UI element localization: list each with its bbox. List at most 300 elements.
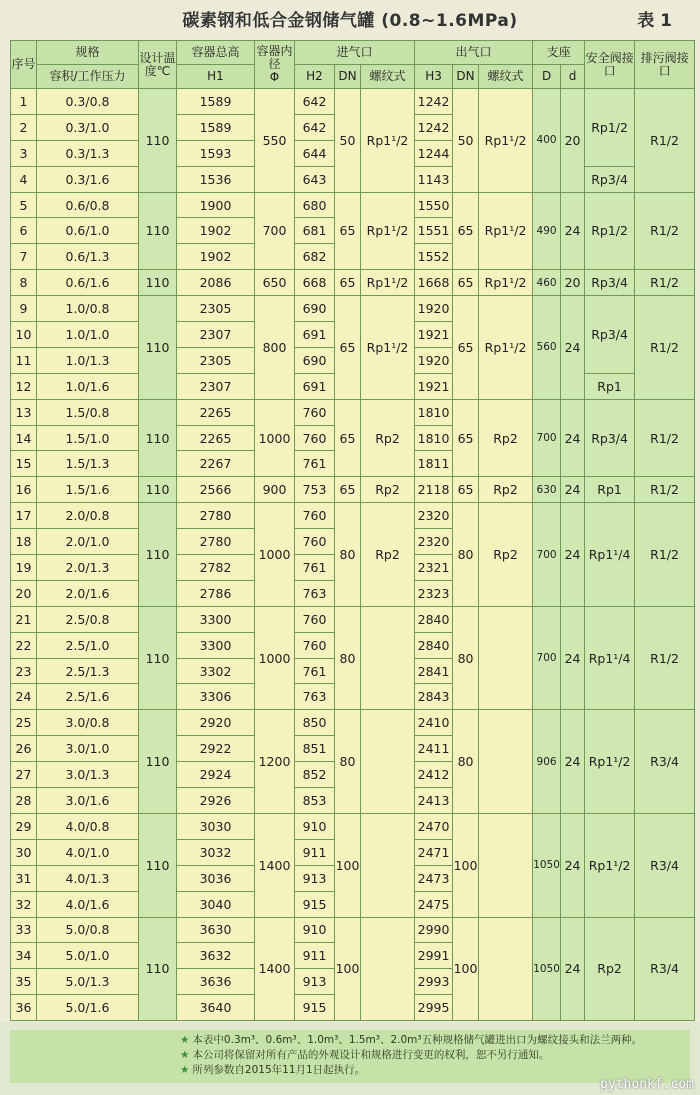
cell-h2: 761 bbox=[295, 451, 335, 477]
note-text: 本公司将保留对所有产品的外观设计和规格进行变更的权利，恕不另行通知。 bbox=[192, 1049, 550, 1061]
cell-seq: 32 bbox=[11, 891, 37, 917]
cell-diameter: 1000 bbox=[255, 503, 295, 607]
header-outlet-thread: 螺纹式 bbox=[479, 65, 533, 89]
header-outlet: 出气口 bbox=[415, 41, 533, 65]
cell-height: 3632 bbox=[177, 943, 255, 969]
cell-inlet-thread: Rp2 bbox=[361, 399, 415, 477]
cell-temp: 110 bbox=[139, 270, 177, 296]
cell-h2: 681 bbox=[295, 218, 335, 244]
cell-support-D: 700 bbox=[533, 606, 561, 710]
cell-spec: 1.5/0.8 bbox=[37, 399, 139, 425]
cell-h2: 760 bbox=[295, 529, 335, 555]
star-icon: ★ bbox=[180, 1064, 190, 1076]
cell-support-d: 24 bbox=[561, 606, 585, 710]
cell-seq: 33 bbox=[11, 917, 37, 943]
cell-safety: Rp1/2 bbox=[585, 192, 635, 270]
spec-table-body bbox=[11, 89, 695, 1021]
header-h2: H2 bbox=[295, 65, 335, 89]
cell-inlet-dn: 65 bbox=[335, 270, 361, 296]
note-text: 所列参数自2015年11月1日起执行。 bbox=[192, 1064, 366, 1076]
cell-seq: 2 bbox=[11, 114, 37, 140]
cell-h2: 760 bbox=[295, 606, 335, 632]
header-drain: 排污阀接口 bbox=[635, 41, 695, 89]
cell-temp: 110 bbox=[139, 606, 177, 710]
cell-h3: 2321 bbox=[415, 555, 453, 581]
cell-diameter: 1000 bbox=[255, 606, 295, 710]
cell-outlet-dn: 100 bbox=[453, 813, 479, 917]
cell-spec: 0.6/0.8 bbox=[37, 192, 139, 218]
cell-spec: 1.0/1.3 bbox=[37, 347, 139, 373]
star-icon: ★ bbox=[180, 1034, 190, 1046]
cell-outlet-dn: 65 bbox=[453, 399, 479, 477]
cell-seq: 3 bbox=[11, 140, 37, 166]
cell-safety: Rp2 bbox=[585, 917, 635, 1021]
cell-seq: 13 bbox=[11, 399, 37, 425]
cell-inlet-thread: Rp2 bbox=[361, 503, 415, 607]
cell-h3: 1242 bbox=[415, 114, 453, 140]
cell-height: 3302 bbox=[177, 658, 255, 684]
cell-spec: 2.5/1.3 bbox=[37, 658, 139, 684]
cell-height: 1902 bbox=[177, 244, 255, 270]
header-outlet-dn: DN bbox=[453, 65, 479, 89]
cell-h3: 2840 bbox=[415, 606, 453, 632]
cell-seq: 6 bbox=[11, 218, 37, 244]
table-row bbox=[11, 917, 695, 943]
header-height-sub: H1 bbox=[177, 65, 255, 89]
header-diameter-symbol: Φ bbox=[269, 70, 280, 84]
cell-spec: 1.0/1.6 bbox=[37, 373, 139, 399]
cell-drain: R3/4 bbox=[635, 813, 695, 917]
cell-spec: 1.0/0.8 bbox=[37, 296, 139, 322]
cell-diameter: 1400 bbox=[255, 813, 295, 917]
cell-height: 3636 bbox=[177, 969, 255, 995]
header-height: 容器总高 bbox=[177, 41, 255, 65]
cell-h2: 642 bbox=[295, 89, 335, 115]
cell-support-D: 630 bbox=[533, 477, 561, 503]
table-row bbox=[11, 399, 695, 425]
cell-drain: R3/4 bbox=[635, 917, 695, 1021]
cell-support-d: 24 bbox=[561, 503, 585, 607]
cell-height: 3300 bbox=[177, 606, 255, 632]
cell-height: 3030 bbox=[177, 813, 255, 839]
cell-drain: R1/2 bbox=[635, 503, 695, 607]
cell-height: 2086 bbox=[177, 270, 255, 296]
cell-safety: Rp1¹/2 bbox=[585, 813, 635, 917]
cell-support-D: 560 bbox=[533, 296, 561, 400]
cell-inlet-dn: 65 bbox=[335, 477, 361, 503]
cell-safety: Rp1 bbox=[585, 373, 635, 399]
cell-outlet-thread bbox=[479, 813, 533, 917]
cell-support-d: 24 bbox=[561, 917, 585, 1021]
cell-h2: 690 bbox=[295, 347, 335, 373]
note-line bbox=[180, 1063, 682, 1078]
cell-h2: 763 bbox=[295, 684, 335, 710]
cell-inlet-thread bbox=[361, 813, 415, 917]
header-spec-sub: 容积/工作压力 bbox=[37, 65, 139, 89]
cell-h3: 1810 bbox=[415, 425, 453, 451]
cell-h2: 761 bbox=[295, 555, 335, 581]
cell-seq: 29 bbox=[11, 813, 37, 839]
cell-outlet-dn: 65 bbox=[453, 296, 479, 400]
notes-box bbox=[10, 1030, 690, 1083]
cell-seq: 9 bbox=[11, 296, 37, 322]
cell-inlet-thread: Rp1¹/2 bbox=[361, 89, 415, 193]
cell-inlet-dn: 50 bbox=[335, 89, 361, 193]
cell-seq: 24 bbox=[11, 684, 37, 710]
header-h3: H3 bbox=[415, 65, 453, 89]
cell-height: 1900 bbox=[177, 192, 255, 218]
cell-height: 3300 bbox=[177, 632, 255, 658]
cell-h2: 853 bbox=[295, 788, 335, 814]
cell-height: 2265 bbox=[177, 399, 255, 425]
header-support-d: d bbox=[561, 65, 585, 89]
cell-h2: 753 bbox=[295, 477, 335, 503]
cell-h2: 643 bbox=[295, 166, 335, 192]
cell-support-d: 20 bbox=[561, 270, 585, 296]
cell-inlet-dn: 65 bbox=[335, 399, 361, 477]
header-inlet: 进气口 bbox=[295, 41, 415, 65]
cell-outlet-dn: 100 bbox=[453, 917, 479, 1021]
cell-height: 2307 bbox=[177, 322, 255, 348]
cell-seq: 19 bbox=[11, 555, 37, 581]
cell-support-D: 700 bbox=[533, 399, 561, 477]
table-row bbox=[11, 710, 695, 736]
cell-spec: 2.0/1.6 bbox=[37, 580, 139, 606]
cell-temp: 110 bbox=[139, 296, 177, 400]
cell-spec: 5.0/0.8 bbox=[37, 917, 139, 943]
cell-h3: 1921 bbox=[415, 322, 453, 348]
cell-inlet-dn: 100 bbox=[335, 813, 361, 917]
table-row bbox=[11, 89, 695, 115]
cell-safety: Rp3/4 bbox=[585, 296, 635, 374]
cell-spec: 2.5/1.6 bbox=[37, 684, 139, 710]
cell-seq: 27 bbox=[11, 762, 37, 788]
table-row bbox=[11, 296, 695, 322]
cell-spec: 3.0/1.6 bbox=[37, 788, 139, 814]
cell-outlet-thread: Rp1¹/2 bbox=[479, 192, 533, 270]
cell-temp: 110 bbox=[139, 399, 177, 477]
cell-spec: 5.0/1.6 bbox=[37, 995, 139, 1021]
watermark: pythonkf.com bbox=[600, 1077, 694, 1092]
cell-h3: 1244 bbox=[415, 140, 453, 166]
cell-h3: 2993 bbox=[415, 969, 453, 995]
cell-spec: 2.5/0.8 bbox=[37, 606, 139, 632]
cell-height: 2926 bbox=[177, 788, 255, 814]
cell-outlet-dn: 80 bbox=[453, 503, 479, 607]
cell-outlet-thread bbox=[479, 606, 533, 710]
cell-h3: 1143 bbox=[415, 166, 453, 192]
cell-inlet-dn: 80 bbox=[335, 606, 361, 710]
cell-support-D: 1050 bbox=[533, 917, 561, 1021]
cell-height: 2920 bbox=[177, 710, 255, 736]
cell-seq: 14 bbox=[11, 425, 37, 451]
cell-spec: 0.3/1.0 bbox=[37, 114, 139, 140]
cell-outlet-dn: 50 bbox=[453, 89, 479, 193]
cell-outlet-thread: Rp1¹/2 bbox=[479, 296, 533, 400]
cell-support-D: 460 bbox=[533, 270, 561, 296]
cell-h2: 668 bbox=[295, 270, 335, 296]
cell-temp: 110 bbox=[139, 477, 177, 503]
cell-inlet-dn: 65 bbox=[335, 192, 361, 270]
cell-inlet-dn: 80 bbox=[335, 503, 361, 607]
cell-h3: 2840 bbox=[415, 632, 453, 658]
cell-h2: 690 bbox=[295, 296, 335, 322]
cell-drain: R1/2 bbox=[635, 399, 695, 477]
header-diameter-label: 容器内径 bbox=[256, 44, 293, 71]
cell-seq: 8 bbox=[11, 270, 37, 296]
cell-safety: Rp1/2 bbox=[585, 89, 635, 167]
cell-h2: 915 bbox=[295, 995, 335, 1021]
cell-outlet-dn: 80 bbox=[453, 710, 479, 814]
cell-seq: 1 bbox=[11, 89, 37, 115]
cell-height: 2265 bbox=[177, 425, 255, 451]
cell-h3: 1668 bbox=[415, 270, 453, 296]
cell-drain: R1/2 bbox=[635, 192, 695, 270]
cell-height: 2305 bbox=[177, 296, 255, 322]
cell-h2: 911 bbox=[295, 839, 335, 865]
cell-diameter: 650 bbox=[255, 270, 295, 296]
table-row bbox=[11, 503, 695, 529]
cell-spec: 0.3/1.3 bbox=[37, 140, 139, 166]
cell-support-d: 24 bbox=[561, 710, 585, 814]
cell-spec: 3.0/0.8 bbox=[37, 710, 139, 736]
cell-diameter: 1200 bbox=[255, 710, 295, 814]
cell-seq: 22 bbox=[11, 632, 37, 658]
cell-h3: 1551 bbox=[415, 218, 453, 244]
cell-spec: 4.0/0.8 bbox=[37, 813, 139, 839]
cell-outlet-thread: Rp2 bbox=[479, 399, 533, 477]
cell-height: 2307 bbox=[177, 373, 255, 399]
cell-spec: 1.5/1.6 bbox=[37, 477, 139, 503]
cell-h2: 760 bbox=[295, 503, 335, 529]
header-support-D: D bbox=[533, 65, 561, 89]
cell-h3: 2475 bbox=[415, 891, 453, 917]
cell-support-d: 24 bbox=[561, 477, 585, 503]
cell-inlet-thread bbox=[361, 710, 415, 814]
cell-seq: 15 bbox=[11, 451, 37, 477]
cell-h3: 2320 bbox=[415, 529, 453, 555]
cell-inlet-dn: 100 bbox=[335, 917, 361, 1021]
cell-outlet-thread bbox=[479, 917, 533, 1021]
cell-height: 1902 bbox=[177, 218, 255, 244]
cell-inlet-thread bbox=[361, 917, 415, 1021]
note-line bbox=[180, 1048, 682, 1063]
cell-spec: 4.0/1.3 bbox=[37, 865, 139, 891]
cell-seq: 16 bbox=[11, 477, 37, 503]
cell-seq: 34 bbox=[11, 943, 37, 969]
cell-height: 3630 bbox=[177, 917, 255, 943]
cell-height: 2782 bbox=[177, 555, 255, 581]
cell-inlet-dn: 80 bbox=[335, 710, 361, 814]
header-temp: 设计温度℃ bbox=[139, 41, 177, 89]
cell-h2: 913 bbox=[295, 969, 335, 995]
cell-h3: 1550 bbox=[415, 192, 453, 218]
header-support: 支座 bbox=[533, 41, 585, 65]
cell-height: 3306 bbox=[177, 684, 255, 710]
cell-safety: Rp1 bbox=[585, 477, 635, 503]
cell-seq: 23 bbox=[11, 658, 37, 684]
cell-spec: 3.0/1.3 bbox=[37, 762, 139, 788]
cell-h2: 760 bbox=[295, 632, 335, 658]
cell-support-d: 24 bbox=[561, 192, 585, 270]
cell-support-d: 20 bbox=[561, 89, 585, 193]
cell-diameter: 1000 bbox=[255, 399, 295, 477]
cell-h3: 1921 bbox=[415, 373, 453, 399]
cell-temp: 110 bbox=[139, 192, 177, 270]
cell-seq: 10 bbox=[11, 322, 37, 348]
cell-h3: 1920 bbox=[415, 296, 453, 322]
cell-outlet-dn: 80 bbox=[453, 606, 479, 710]
cell-h2: 851 bbox=[295, 736, 335, 762]
cell-seq: 11 bbox=[11, 347, 37, 373]
cell-height: 2305 bbox=[177, 347, 255, 373]
cell-seq: 20 bbox=[11, 580, 37, 606]
cell-temp: 110 bbox=[139, 917, 177, 1021]
cell-h2: 850 bbox=[295, 710, 335, 736]
cell-spec: 0.6/1.6 bbox=[37, 270, 139, 296]
cell-spec: 2.0/1.3 bbox=[37, 555, 139, 581]
cell-spec: 5.0/1.0 bbox=[37, 943, 139, 969]
cell-spec: 0.3/0.8 bbox=[37, 89, 139, 115]
cell-support-d: 24 bbox=[561, 813, 585, 917]
header-diameter bbox=[255, 41, 295, 89]
cell-support-d: 24 bbox=[561, 296, 585, 400]
cell-h3: 2320 bbox=[415, 503, 453, 529]
cell-safety: Rp1¹/4 bbox=[585, 606, 635, 710]
cell-h2: 644 bbox=[295, 140, 335, 166]
cell-spec: 0.3/1.6 bbox=[37, 166, 139, 192]
cell-h2: 852 bbox=[295, 762, 335, 788]
cell-support-D: 906 bbox=[533, 710, 561, 814]
table-label: 表 1 bbox=[637, 11, 672, 31]
cell-h2: 760 bbox=[295, 399, 335, 425]
cell-h3: 1920 bbox=[415, 347, 453, 373]
cell-drain: R3/4 bbox=[635, 710, 695, 814]
cell-outlet-thread: Rp1¹/2 bbox=[479, 270, 533, 296]
cell-height: 3040 bbox=[177, 891, 255, 917]
cell-h3: 1810 bbox=[415, 399, 453, 425]
cell-height: 2922 bbox=[177, 736, 255, 762]
cell-inlet-thread: Rp1¹/2 bbox=[361, 296, 415, 400]
cell-h3: 2470 bbox=[415, 813, 453, 839]
cell-spec: 1.5/1.3 bbox=[37, 451, 139, 477]
cell-height: 3036 bbox=[177, 865, 255, 891]
header-seq: 序号 bbox=[11, 41, 37, 89]
cell-height: 1536 bbox=[177, 166, 255, 192]
cell-height: 2267 bbox=[177, 451, 255, 477]
cell-support-D: 400 bbox=[533, 89, 561, 193]
cell-seq: 36 bbox=[11, 995, 37, 1021]
note-text: 本表中0.3m³、0.6m³、1.0m³、1.5m³、2.0m³五种规格储气罐进出口为螺纹接头和法兰两种。 bbox=[192, 1034, 643, 1046]
cell-h2: 761 bbox=[295, 658, 335, 684]
cell-spec: 1.0/1.0 bbox=[37, 322, 139, 348]
cell-seq: 12 bbox=[11, 373, 37, 399]
cell-h3: 2413 bbox=[415, 788, 453, 814]
cell-temp: 110 bbox=[139, 710, 177, 814]
cell-safety: Rp3/4 bbox=[585, 270, 635, 296]
cell-spec: 1.5/1.0 bbox=[37, 425, 139, 451]
header-inlet-thread: 螺纹式 bbox=[361, 65, 415, 89]
cell-inlet-thread: Rp1¹/2 bbox=[361, 270, 415, 296]
cell-height: 1589 bbox=[177, 89, 255, 115]
cell-seq: 4 bbox=[11, 166, 37, 192]
cell-inlet-thread: Rp1¹/2 bbox=[361, 192, 415, 270]
cell-h2: 913 bbox=[295, 865, 335, 891]
cell-outlet-dn: 65 bbox=[453, 270, 479, 296]
cell-h3: 2990 bbox=[415, 917, 453, 943]
cell-inlet-dn: 65 bbox=[335, 296, 361, 400]
cell-drain: R1/2 bbox=[635, 606, 695, 710]
cell-drain: R1/2 bbox=[635, 270, 695, 296]
cell-seq: 26 bbox=[11, 736, 37, 762]
cell-h2: 910 bbox=[295, 917, 335, 943]
cell-h2: 915 bbox=[295, 891, 335, 917]
spec-table bbox=[10, 40, 695, 1021]
cell-h3: 1242 bbox=[415, 89, 453, 115]
cell-outlet-thread: Rp1¹/2 bbox=[479, 89, 533, 193]
cell-h3: 2118 bbox=[415, 477, 453, 503]
cell-h3: 2471 bbox=[415, 839, 453, 865]
cell-seq: 18 bbox=[11, 529, 37, 555]
star-icon: ★ bbox=[180, 1049, 190, 1061]
cell-h2: 682 bbox=[295, 244, 335, 270]
cell-seq: 7 bbox=[11, 244, 37, 270]
cell-height: 2780 bbox=[177, 503, 255, 529]
cell-h3: 2473 bbox=[415, 865, 453, 891]
cell-inlet-thread: Rp2 bbox=[361, 477, 415, 503]
cell-spec: 0.6/1.0 bbox=[37, 218, 139, 244]
cell-diameter: 550 bbox=[255, 89, 295, 193]
cell-inlet-thread bbox=[361, 606, 415, 710]
cell-outlet-dn: 65 bbox=[453, 477, 479, 503]
cell-support-D: 700 bbox=[533, 503, 561, 607]
cell-diameter: 800 bbox=[255, 296, 295, 400]
cell-h3: 2410 bbox=[415, 710, 453, 736]
cell-outlet-thread: Rp2 bbox=[479, 477, 533, 503]
cell-h3: 2412 bbox=[415, 762, 453, 788]
cell-height: 1589 bbox=[177, 114, 255, 140]
cell-spec: 4.0/1.0 bbox=[37, 839, 139, 865]
cell-spec: 2.5/1.0 bbox=[37, 632, 139, 658]
cell-h2: 691 bbox=[295, 322, 335, 348]
table-row bbox=[11, 270, 695, 296]
cell-h3: 2411 bbox=[415, 736, 453, 762]
cell-safety: Rp3/4 bbox=[585, 166, 635, 192]
table-row bbox=[11, 477, 695, 503]
cell-seq: 30 bbox=[11, 839, 37, 865]
cell-drain: R1/2 bbox=[635, 89, 695, 193]
header-safety: 安全阀接口 bbox=[585, 41, 635, 89]
cell-h3: 2995 bbox=[415, 995, 453, 1021]
cell-h2: 910 bbox=[295, 813, 335, 839]
cell-h2: 763 bbox=[295, 580, 335, 606]
cell-h2: 691 bbox=[295, 373, 335, 399]
cell-spec: 3.0/1.0 bbox=[37, 736, 139, 762]
cell-h3: 2991 bbox=[415, 943, 453, 969]
cell-seq: 28 bbox=[11, 788, 37, 814]
cell-h2: 642 bbox=[295, 114, 335, 140]
cell-h2: 911 bbox=[295, 943, 335, 969]
cell-diameter: 900 bbox=[255, 477, 295, 503]
cell-temp: 110 bbox=[139, 503, 177, 607]
cell-spec: 4.0/1.6 bbox=[37, 891, 139, 917]
cell-seq: 25 bbox=[11, 710, 37, 736]
table-row bbox=[11, 606, 695, 632]
cell-h3: 2843 bbox=[415, 684, 453, 710]
cell-diameter: 700 bbox=[255, 192, 295, 270]
cell-seq: 31 bbox=[11, 865, 37, 891]
cell-outlet-dn: 65 bbox=[453, 192, 479, 270]
